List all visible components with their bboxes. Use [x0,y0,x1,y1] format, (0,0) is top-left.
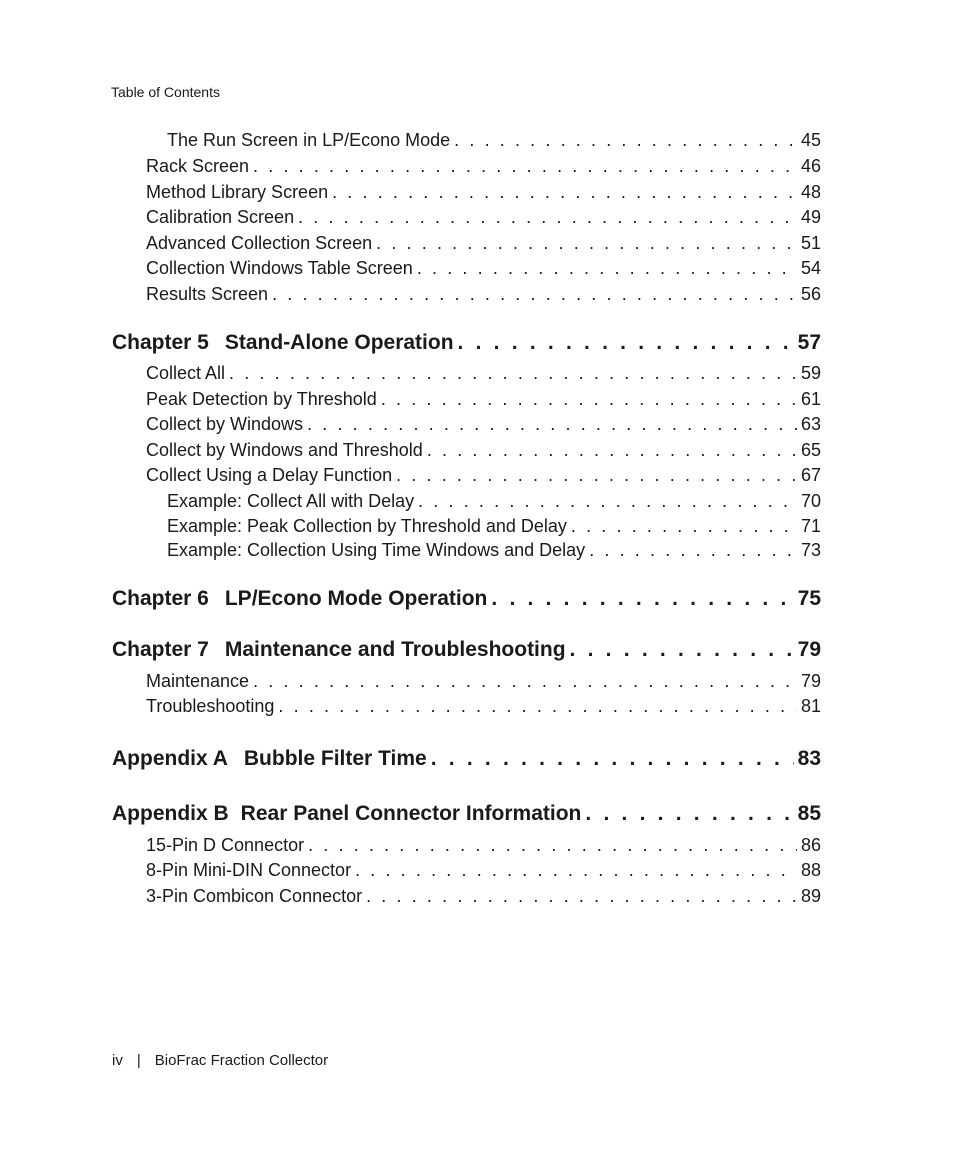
toc-entry-page: 51 [800,233,821,253]
toc-entry-title: Collect by Windows and Threshold [146,440,423,460]
toc-entry[interactable] [167,130,821,151]
toc-leader-dots [491,587,793,611]
toc-entry[interactable] [146,156,821,177]
toc-entry-title: 8-Pin Mini-DIN Connector [146,860,352,880]
toc-entry-page: 48 [800,182,821,202]
toc-chapter-entry[interactable] [112,587,821,611]
toc-entry-title: Example: Peak Collection by Threshold and Delay [167,516,567,536]
toc-entry-page: 54 [800,258,821,278]
footer-product-name: BioFrac Fraction Collector [154,1052,329,1069]
toc-leader-dots [458,331,794,355]
toc-chapter-page: 75 [797,587,821,610]
toc-chapter-label: Appendix A [112,747,228,770]
toc-entry-title: Example: Collection Using Time Windows and Delay [167,540,586,560]
toc-entry-title: Example: Collect All with Delay [167,491,415,511]
toc-entry-page: 81 [800,696,821,716]
toc-entry-title: Rack Screen [146,156,250,176]
toc-chapter-title: Maintenance and Troubleshooting [224,638,566,661]
toc-entry-title: Advanced Collection Screen [146,233,373,253]
toc-chapter-entry[interactable] [112,802,821,826]
toc-entry[interactable] [146,440,821,461]
toc-entry-title: Peak Detection by Threshold [146,389,377,409]
footer-separator: | [136,1052,141,1069]
toc-leader-dots [278,696,797,717]
running-head-title: Table of Contents [111,84,220,100]
toc-entry[interactable] [146,860,821,881]
toc-entry-title: Calibration Screen [146,207,295,227]
toc-chapter-label: Chapter 5 [112,331,209,354]
toc-leader-dots [396,465,797,486]
toc-entry[interactable] [146,671,821,692]
toc-chapter-label: Chapter 6 [112,587,209,610]
toc-entry[interactable] [146,835,821,856]
toc-entry[interactable] [146,258,821,279]
toc-chapter-label: Chapter 7 [112,638,209,661]
page-footer [112,1052,328,1069]
toc-entry-page: 56 [800,284,821,304]
toc-entry-title: Collect All [146,363,226,383]
toc-chapter-page: 85 [797,802,821,825]
toc-entry[interactable] [146,284,821,305]
toc-entry[interactable] [146,414,821,435]
toc-leader-dots [355,860,797,881]
toc-entry-page: 67 [800,465,821,485]
toc-entry-page: 73 [800,540,821,560]
toc-leader-dots [229,363,797,384]
toc-entry-page: 59 [800,363,821,383]
toc-entry-page: 49 [800,207,821,227]
toc-entry[interactable] [167,540,821,561]
toc-leader-dots [418,491,797,512]
toc-leader-dots [366,886,797,907]
toc-entry-page: 65 [800,440,821,460]
toc-leader-dots [431,747,794,771]
toc-chapter-title: Bubble Filter Time [243,747,427,770]
toc-entry[interactable] [146,363,821,384]
toc-entry[interactable] [146,389,821,410]
toc-entry-page: 89 [800,886,821,906]
toc-entry-page: 61 [800,389,821,409]
toc-chapter-page: 83 [797,747,821,770]
toc-chapter-label: Appendix B [112,802,229,825]
toc-leader-dots [298,207,797,228]
toc-entry-title: Collection Windows Table Screen [146,258,413,278]
toc-leader-dots [332,182,797,203]
toc-entry[interactable] [146,233,821,254]
toc-entry[interactable] [146,207,821,228]
toc-entry[interactable] [167,516,821,537]
toc-leader-dots [253,156,797,177]
toc-leader-dots [253,671,797,692]
toc-leader-dots [308,835,797,856]
toc-chapter-entry[interactable] [112,747,821,771]
toc-entry-page: 46 [800,156,821,176]
toc-chapter-title: Stand-Alone Operation [224,331,454,354]
toc-entry-page: 86 [800,835,821,855]
toc-leader-dots [427,440,797,461]
toc-entry-page: 71 [800,516,821,536]
toc-leader-dots [571,516,797,537]
toc-entry-title: 3-Pin Combicon Connector [146,886,363,906]
toc-leader-dots [417,258,797,279]
toc-entry-title: Troubleshooting [146,696,275,716]
toc-entry-title: Collect Using a Delay Function [146,465,393,485]
toc-chapter-entry[interactable] [112,331,821,355]
footer-page-number: iv [112,1052,123,1069]
toc-chapter-entry[interactable] [112,638,821,662]
toc-entry-page: 88 [800,860,821,880]
toc-entry-title: Results Screen [146,284,269,304]
toc-entry-page: 45 [800,130,821,150]
toc-entry-page: 70 [800,491,821,511]
toc-leader-dots [585,802,793,826]
toc-entry[interactable] [146,182,821,203]
toc-entry-page: 63 [800,414,821,434]
toc-entry[interactable] [146,696,821,717]
toc-entry[interactable] [146,465,821,486]
toc-leader-dots [589,540,797,561]
toc-chapter-title: Rear Panel Connector Information [240,802,582,825]
toc-leader-dots [272,284,797,305]
toc-chapter-page: 79 [797,638,821,661]
toc-leader-dots [454,130,797,151]
toc-entry[interactable] [146,886,821,907]
toc-chapter-title: LP/Econo Mode Operation [224,587,488,610]
toc-entry-title: The Run Screen in LP/Econo Mode [167,130,451,150]
toc-leader-dots [376,233,797,254]
toc-entry-title: Method Library Screen [146,182,329,202]
toc-entry-title: Maintenance [146,671,250,691]
toc-entry-title: 15-Pin D Connector [146,835,305,855]
toc-entry-page: 79 [800,671,821,691]
toc-leader-dots [570,638,794,662]
toc-entry[interactable] [167,491,821,512]
toc-chapter-page: 57 [797,331,821,354]
toc-entry-title: Collect by Windows [146,414,304,434]
toc-leader-dots [381,389,797,410]
toc-leader-dots [307,414,797,435]
